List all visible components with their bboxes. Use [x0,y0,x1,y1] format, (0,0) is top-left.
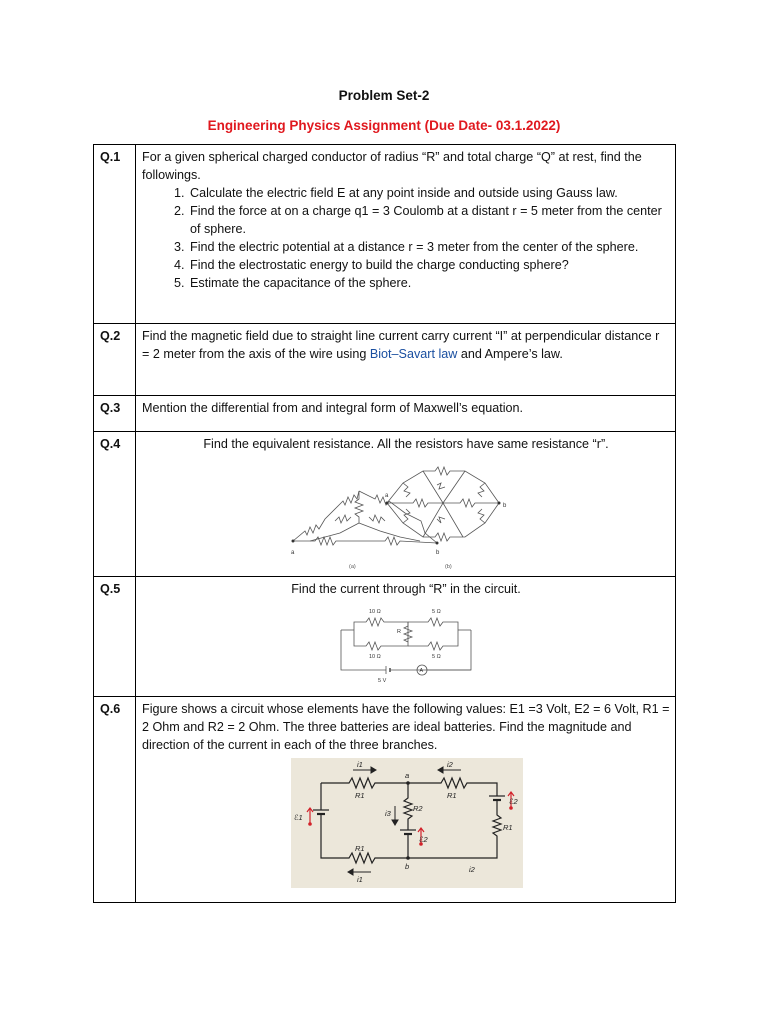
question-text: For a given spherical charged conductor of radius “R” and total charge “Q” at rest, find the followings. [142,150,642,182]
sub-question: 5. Estimate the capacitance of the sphere. [188,274,670,292]
question-text: Mention the differential from and integral form of Maxwell’s equation. [142,401,524,415]
resistor-label: 5 Ω [432,609,441,615]
node-a-label: a [291,550,295,556]
question-row [94,577,676,697]
node-b-label-b: b [503,503,507,509]
resistor-label: R1 [503,823,513,832]
current-label: i3 [385,809,391,818]
question-body [136,432,676,577]
question-body [136,697,676,903]
node-label: a [405,771,410,780]
current-label: i1 [357,760,363,769]
question-number: Q.5 [94,577,136,697]
resistor-label: R1 [447,791,457,800]
question-body [136,324,676,396]
sub-question: 1. Calculate the electric field E at any point inside and outside using Gauss law. [188,184,670,202]
resistor-r-label: R [397,629,401,635]
emf-label: ℰ2 [419,835,428,844]
node-b-label: b [436,550,440,556]
resistor-label: 10 Ω [369,654,381,660]
resistor-label: R1 [355,844,365,853]
biot-savart-link-text: Biot–Savart law [369,347,458,361]
questions-table [93,144,676,903]
resistor-label: 5 Ω [432,654,441,660]
question-row [94,697,676,903]
circuit-figure-q6 [291,758,523,888]
battery-label: 5 V [378,678,387,684]
question-text: Figure shows a circuit whose elements have the following values: E1 =3 Volt, E2 = 6 Volt, R1 = 2 Ohm and R2 = 2 Ohm. The three batteries are ideal batteries. Find the magnitude and direction of the current in each of the three branches. [142,702,670,752]
question-number: Q.4 [94,432,136,577]
question-row [94,324,676,396]
resistor-label: R2 [413,804,423,813]
question-text-end: and Ampere’s law. [457,347,563,361]
current-label: i1 [357,875,363,884]
question-text: Find the current through “R” in the circuit. [291,582,521,596]
node-a-label-b: a [385,493,389,499]
circuit-figure-q5 [336,600,476,686]
page-title: Problem Set-2 [338,88,430,103]
resistor-network-figure [285,461,535,571]
sub-question: 4. Find the electrostatic energy to build the charge conducting sphere? [188,256,670,274]
ammeter-label: A [419,668,424,674]
current-label: i2 [447,760,453,769]
emf-label: ℰ2 [509,797,518,806]
sub-question-list [142,184,670,292]
resistor-label: R1 [355,791,365,800]
sub-question: 3. Find the electric potential at a distance r = 3 meter from the center of the sphere. [188,238,670,256]
question-number: Q.3 [94,396,136,432]
question-text: Find the magnetic field due to straight line current carry current “I” at perpendicular distance r = 2 meter from the axis of the wire using [142,329,660,361]
assignment-subtitle: Engineering Physics Assignment (Due Date- 03.1.2022) [207,118,561,133]
caption-a: (a) [349,564,356,570]
current-label: i2 [469,865,475,874]
question-number: Q.1 [94,145,136,324]
question-number: Q.2 [94,324,136,396]
question-body [136,396,676,432]
question-number: Q.6 [94,697,136,903]
question-body [136,577,676,697]
sub-question: 2. Find the force at on a charge q1 = 3 Coulomb at a distant r = 5 meter from the center of sphere. [188,202,670,238]
caption-b: (b) [445,564,452,570]
node-label: b [405,862,410,871]
resistor-label: 10 Ω [369,609,381,615]
emf-label: ℰ1 [294,813,303,822]
question-row [94,145,676,324]
question-row [94,432,676,577]
question-row [94,396,676,432]
question-text: Find the equivalent resistance. All the resistors have same resistance “r”. [203,437,609,451]
question-body [136,145,676,324]
